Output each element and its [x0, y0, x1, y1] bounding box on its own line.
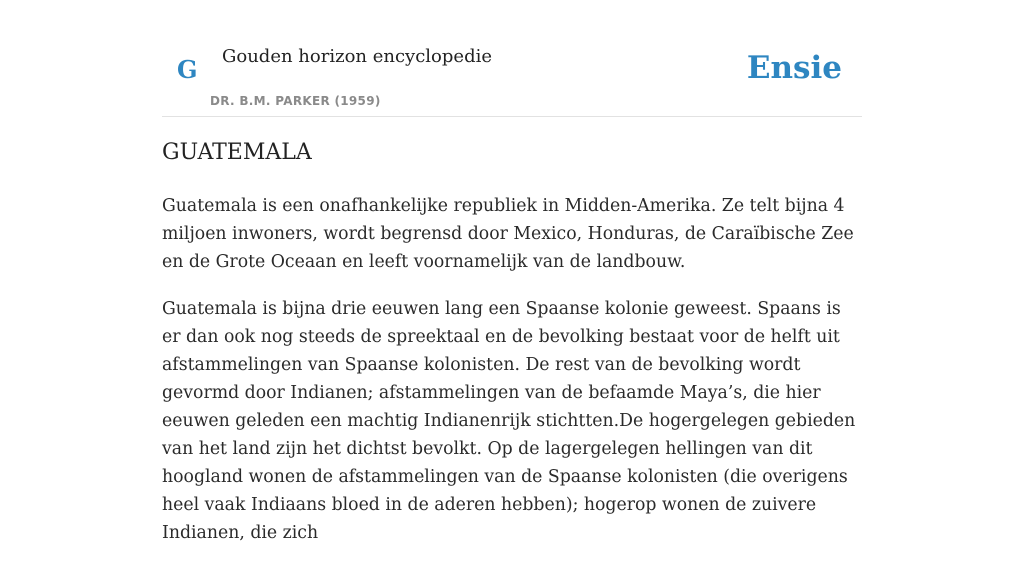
source-header — [162, 0, 862, 117]
article-body — [162, 192, 862, 566]
brand-logo[interactable]: Ensie — [746, 50, 842, 86]
source-title[interactable]: Gouden horizon encyclopedie — [222, 46, 492, 67]
source-logo-icon[interactable]: G — [177, 55, 198, 84]
article-paragraph: Guatemala is bijna drie eeuwen lang een Spaanse kolonie geweest. Spaans is er dan ook nog steeds de spreektaal en de bevolking bestaat voor de helft uit afstammelingen van Spaanse kolonisten. De rest van de bevolking wordt gevormd door Indianen; afstammelingen van de befaamde Maya’s, die hier eeuwen geleden een machtig Indianenrijk stichtten.De hogergelegen gebieden van het land zijn het dichtst bevolkt. Op de lagergelegen hellingen van dit hoogland wonen de afstammelingen van de Spaanse kolonisten (die overigens heel vaak Indiaans bloed in de aderen hebben); hogerop wonen de zuivere Indianen, die zich — [162, 299, 856, 543]
article-title: GUATEMALA — [162, 140, 312, 165]
source-author: DR. B.M. PARKER (1959) — [210, 94, 381, 108]
article-paragraph: Guatemala is een onafhankelijke republiek in Midden-Amerika. Ze telt bijna 4 miljoen inwoners, wordt begrensd door Mexico, Honduras, de Caraïbische Zee en de Grote Oceaan en leeft voornamelijk van de landbouw. — [162, 196, 854, 272]
